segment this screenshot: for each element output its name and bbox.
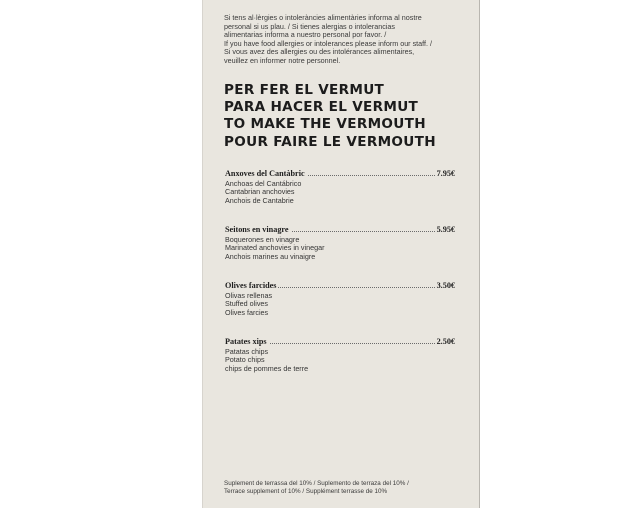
menu-title (224, 82, 436, 151)
menu-item-header (225, 281, 455, 292)
menu-item-translation: Potato chips (225, 355, 265, 365)
allergy-line: Si tens al·lèrgies o intoleràncies alimentàries informa al nostre (224, 13, 422, 22)
title-english: TO MAKE THE VERMOUTH (224, 116, 426, 133)
menu-item-header (225, 225, 455, 236)
menu-item-name: Patates xips (225, 337, 267, 346)
menu-item-price: 7.95€ (436, 169, 455, 178)
allergy-line: If you have food allergies or intolerances please inform our staff. / (224, 38, 433, 48)
menu-item-price: 5.95€ (436, 225, 455, 234)
title-catalan: PER FER EL VERMUT (224, 82, 385, 98)
menu-item-olives (225, 281, 455, 317)
menu-item-translation: Boquerones en vinagre (225, 235, 300, 244)
footer-line: Suplement de terrassa del 10% / Suplemento de terraza del 10% / (224, 480, 409, 487)
menu-item-translation: Cantabrian anchovies (225, 187, 295, 197)
menu-item-translation: Stuffed olives (225, 299, 269, 309)
title-spanish: PARA HACER EL VERMUT (224, 99, 419, 116)
menu-item-translation: Patatas chips (225, 347, 269, 356)
menu-item-header (225, 337, 455, 348)
menu-item-translation: Anchoas del Cantábrico (225, 179, 302, 188)
terrace-supplement-note (224, 480, 409, 495)
title-french: POUR FAIRE LE VERMOUTH (224, 133, 436, 150)
menu-item-price: 3.50€ (436, 281, 455, 290)
menu-item-name: Olives farcides (225, 281, 277, 290)
menu-item-header (225, 169, 455, 180)
menu-item-translation: Marinated anchovies in vinegar (225, 243, 325, 253)
menu-item-translation: chips de pommes de terre (225, 363, 309, 373)
allergy-line: alimentarias informa a nuestro personal por favor. / (224, 30, 387, 40)
allergy-line: veuillez en informer notre personnel. (224, 55, 341, 65)
menu-item-translation: Olives farcies (225, 307, 269, 317)
menu-item-translation: Olivas rellenas (225, 291, 273, 300)
menu-margin-strip (160, 0, 203, 508)
allergy-line: personal si us plau. / Si tienes alergias o intolerancias (224, 21, 395, 31)
menu-item-translation: Anchois marines au vinaigre (225, 251, 316, 261)
menu-item-seitons (225, 225, 455, 261)
menu-item-translation: Anchois de Cantabrie (225, 195, 294, 205)
menu-item-chips (225, 337, 455, 373)
allergy-line: Si vous avez des allergies ou des intolérances alimentaires, (224, 47, 415, 57)
menu-item-name: Anxoves del Cantàbric (225, 169, 305, 178)
menu-item-price: 2.50€ (436, 337, 455, 346)
footer-line: Terrace supplement of 10% / Supplément terrasse de 10% (224, 487, 388, 495)
allergy-notice (224, 14, 464, 66)
menu-item-name: Seitons en vinagre (225, 225, 289, 234)
menu-item-anchovies (225, 169, 455, 205)
